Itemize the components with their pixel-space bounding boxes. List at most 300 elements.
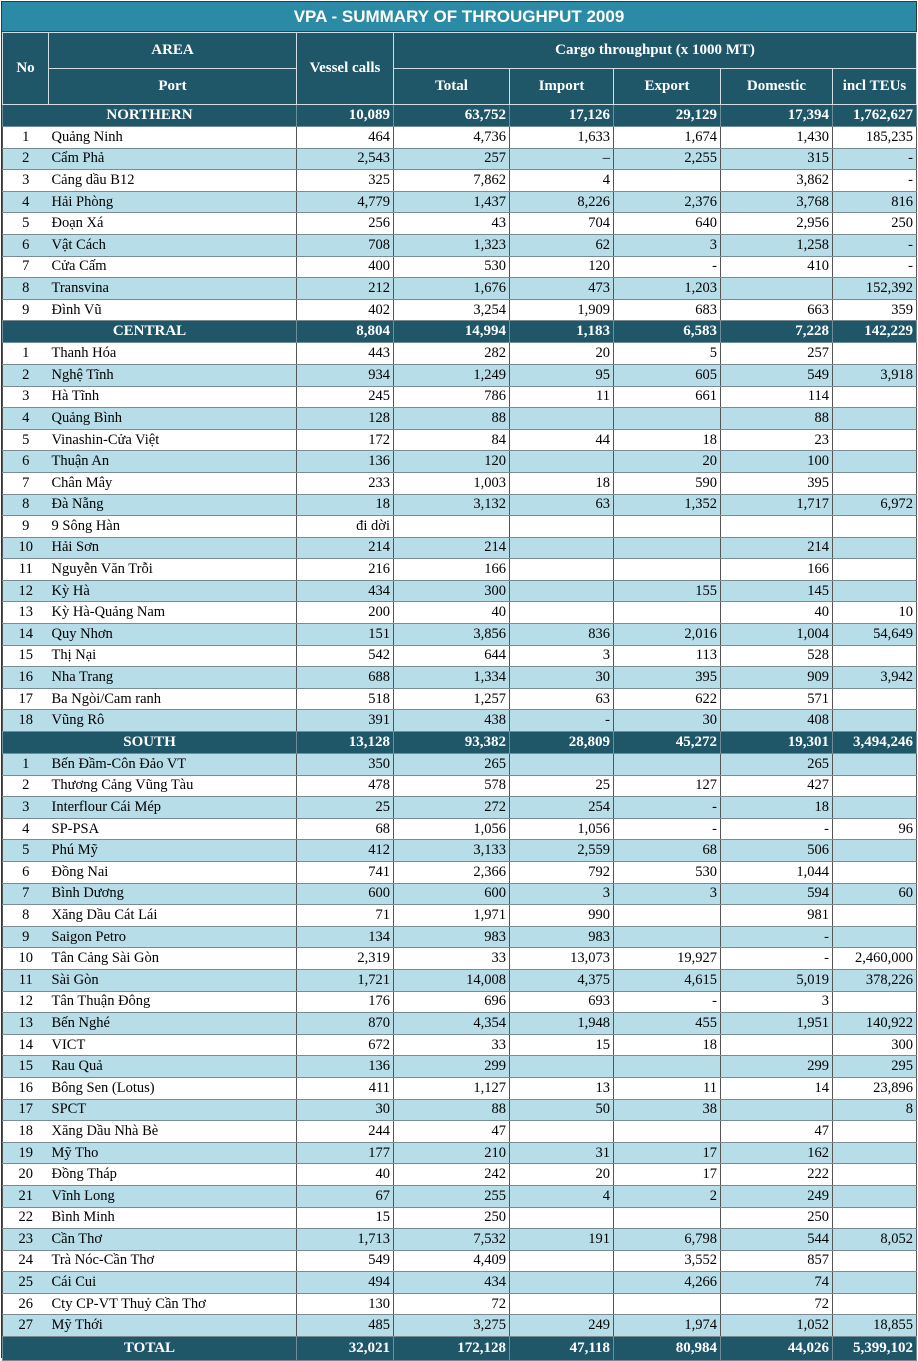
cell-vessel-calls: 233 <box>297 472 394 494</box>
cell-export: 155 <box>614 580 721 602</box>
cell-import: 20 <box>510 1164 614 1186</box>
cell-no: 2 <box>3 775 49 797</box>
cell-domestic: 3,862 <box>721 170 833 192</box>
cell-port: Cái Cui <box>49 1272 297 1294</box>
cell-no: 6 <box>3 234 49 256</box>
cell-total <box>394 516 510 538</box>
region-export: 45,272 <box>614 732 721 754</box>
cell-port: Bông Sen (Lotus) <box>49 1077 297 1099</box>
table-row <box>3 559 917 581</box>
cell-teus: 10 <box>833 602 917 624</box>
cell-export <box>614 602 721 624</box>
cell-export: 2,255 <box>614 148 721 170</box>
cell-import: 191 <box>510 1229 614 1251</box>
cell-domestic: 257 <box>721 343 833 365</box>
cell-no: 1 <box>3 754 49 776</box>
header-area: AREA <box>49 33 297 69</box>
cell-teus: 23,896 <box>833 1077 917 1099</box>
cell-vessel-calls: 128 <box>297 408 394 430</box>
cell-vessel-calls: 2,543 <box>297 148 394 170</box>
cell-export: 127 <box>614 775 721 797</box>
cell-no: 4 <box>3 408 49 430</box>
cell-export: 590 <box>614 472 721 494</box>
cell-teus <box>833 797 917 819</box>
region-row-south <box>3 732 917 754</box>
cell-teus <box>833 905 917 927</box>
cell-import: 62 <box>510 234 614 256</box>
cell-no: 7 <box>3 256 49 278</box>
cell-import: 473 <box>510 278 614 300</box>
cell-import: 3 <box>510 883 614 905</box>
cell-import: 50 <box>510 1099 614 1121</box>
cell-no: 3 <box>3 386 49 408</box>
cell-vessel-calls: 214 <box>297 537 394 559</box>
cell-vessel-calls: 67 <box>297 1185 394 1207</box>
table-row <box>3 364 917 386</box>
cell-import: 836 <box>510 624 614 646</box>
cell-teus: 152,392 <box>833 278 917 300</box>
cell-no: 3 <box>3 170 49 192</box>
header-vessel-calls: Vessel calls <box>297 33 394 105</box>
cell-no: 7 <box>3 883 49 905</box>
cell-port: VICT <box>49 1034 297 1056</box>
table-row <box>3 299 917 321</box>
cell-domestic <box>721 1099 833 1121</box>
cell-import <box>510 1207 614 1229</box>
cell-domestic: 23 <box>721 429 833 451</box>
cell-total: 300 <box>394 580 510 602</box>
table-row <box>3 840 917 862</box>
table-row <box>3 213 917 235</box>
cell-port: Vũng Rô <box>49 710 297 732</box>
region-row-northern <box>3 105 917 127</box>
cell-total: 3,254 <box>394 299 510 321</box>
region-row-central <box>3 321 917 343</box>
cell-domestic: 3 <box>721 991 833 1013</box>
cell-export: 683 <box>614 299 721 321</box>
cell-teus: 8,052 <box>833 1229 917 1251</box>
region-name: SOUTH <box>3 732 297 754</box>
cell-teus: - <box>833 234 917 256</box>
cell-no: 15 <box>3 1056 49 1078</box>
cell-export <box>614 1293 721 1315</box>
cell-port: Tân Thuận Đông <box>49 991 297 1013</box>
table-row <box>3 191 917 213</box>
table-row <box>3 991 917 1013</box>
cell-vessel-calls: 176 <box>297 991 394 1013</box>
cell-export: 4,615 <box>614 969 721 991</box>
cell-export: 4,266 <box>614 1272 721 1294</box>
cell-total: 210 <box>394 1142 510 1164</box>
cell-total: 43 <box>394 213 510 235</box>
cell-vessel-calls: 212 <box>297 278 394 300</box>
cell-vessel-calls: 443 <box>297 343 394 365</box>
cell-port: 9 Sông Hàn <box>49 516 297 538</box>
cell-domestic: 145 <box>721 580 833 602</box>
header-domestic: Domestic <box>721 69 833 105</box>
cell-total: 1,323 <box>394 234 510 256</box>
cell-import: 990 <box>510 905 614 927</box>
cell-no: 4 <box>3 818 49 840</box>
cell-teus <box>833 1121 917 1143</box>
cell-import: 1,633 <box>510 127 614 149</box>
cell-teus <box>833 862 917 884</box>
cell-vessel-calls: 672 <box>297 1034 394 1056</box>
region-domestic: 7,228 <box>721 321 833 343</box>
cell-no: 22 <box>3 1207 49 1229</box>
table-row <box>3 408 917 430</box>
cell-port: Cần Thơ <box>49 1229 297 1251</box>
cell-port: Thuận An <box>49 451 297 473</box>
cell-import: 18 <box>510 472 614 494</box>
cell-port: Mỹ Thới <box>49 1315 297 1337</box>
cell-domestic: 410 <box>721 256 833 278</box>
cell-import: 3 <box>510 645 614 667</box>
table-row <box>3 343 917 365</box>
cell-no: 2 <box>3 364 49 386</box>
cell-import: 4 <box>510 1185 614 1207</box>
cell-import: 44 <box>510 429 614 451</box>
table-row <box>3 667 917 689</box>
cell-port: SPCT <box>49 1099 297 1121</box>
cell-total: 33 <box>394 1034 510 1056</box>
region-vessel-calls: 10,089 <box>297 105 394 127</box>
cell-vessel-calls: 708 <box>297 234 394 256</box>
cell-vessel-calls: 18 <box>297 494 394 516</box>
cell-export <box>614 408 721 430</box>
cell-import <box>510 1293 614 1315</box>
cell-port: Bình Dương <box>49 883 297 905</box>
cell-teus <box>833 429 917 451</box>
table-row <box>3 256 917 278</box>
cell-no: 20 <box>3 1164 49 1186</box>
cell-port: Chân Mây <box>49 472 297 494</box>
table-row <box>3 494 917 516</box>
cell-total: 166 <box>394 559 510 581</box>
cell-import: - <box>510 710 614 732</box>
cell-export <box>614 170 721 192</box>
table-row <box>3 1207 917 1229</box>
cell-total: 4,354 <box>394 1013 510 1035</box>
cell-vessel-calls: đi dời <box>297 516 394 538</box>
cell-vessel-calls: 325 <box>297 170 394 192</box>
cell-domestic: 427 <box>721 775 833 797</box>
cell-teus <box>833 343 917 365</box>
cell-port: Vinashin-Cửa Việt <box>49 429 297 451</box>
cell-total: 3,133 <box>394 840 510 862</box>
table-row <box>3 278 917 300</box>
cell-export <box>614 926 721 948</box>
cell-teus <box>833 408 917 430</box>
table-row <box>3 1315 917 1337</box>
region-import: 17,126 <box>510 105 614 127</box>
cell-port: Tân Cảng Sài Gòn <box>49 948 297 970</box>
table-row <box>3 1164 917 1186</box>
cell-total: 1,249 <box>394 364 510 386</box>
cell-teus: 6,972 <box>833 494 917 516</box>
cell-teus <box>833 1207 917 1229</box>
cell-port: Phú Mỹ <box>49 840 297 862</box>
table-row <box>3 429 917 451</box>
cell-export: 5 <box>614 343 721 365</box>
cell-no: 10 <box>3 948 49 970</box>
cell-export: 3,552 <box>614 1250 721 1272</box>
region-total: 93,382 <box>394 732 510 754</box>
table-row <box>3 1013 917 1035</box>
cell-export: 455 <box>614 1013 721 1035</box>
cell-port: Cửa Cấm <box>49 256 297 278</box>
cell-no: 1 <box>3 343 49 365</box>
cell-no: 10 <box>3 537 49 559</box>
cell-domestic <box>721 1034 833 1056</box>
cell-export: - <box>614 256 721 278</box>
cell-export: 2,016 <box>614 624 721 646</box>
cell-no: 17 <box>3 688 49 710</box>
cell-domestic: 1,004 <box>721 624 833 646</box>
cell-teus <box>833 472 917 494</box>
cell-total: 88 <box>394 1099 510 1121</box>
cell-total: 2,366 <box>394 862 510 884</box>
cell-teus: 185,235 <box>833 127 917 149</box>
region-teus: 1,762,627 <box>833 105 917 127</box>
cell-total: 530 <box>394 256 510 278</box>
cell-port: SP-PSA <box>49 818 297 840</box>
cell-total: 88 <box>394 408 510 430</box>
cell-vessel-calls: 464 <box>297 127 394 149</box>
cell-port: Nguyễn Văn Trỗi <box>49 559 297 581</box>
cell-domestic: 47 <box>721 1121 833 1143</box>
cell-port: Thương Cảng Vũng Tàu <box>49 775 297 797</box>
cell-domestic: 857 <box>721 1250 833 1272</box>
cell-total: 1,257 <box>394 688 510 710</box>
cell-domestic: 1,430 <box>721 127 833 149</box>
cell-vessel-calls: 400 <box>297 256 394 278</box>
cell-total: 1,003 <box>394 472 510 494</box>
throughput-table <box>2 32 917 1361</box>
table-row <box>3 775 917 797</box>
cell-domestic: 18 <box>721 797 833 819</box>
cell-no: 26 <box>3 1293 49 1315</box>
cell-teus: 295 <box>833 1056 917 1078</box>
cell-no: 4 <box>3 191 49 213</box>
cell-import <box>510 537 614 559</box>
cell-teus <box>833 754 917 776</box>
total-import: 47,118 <box>510 1337 614 1361</box>
cell-import: 1,948 <box>510 1013 614 1035</box>
cell-import: 254 <box>510 797 614 819</box>
cell-vessel-calls: 15 <box>297 1207 394 1229</box>
cell-domestic: 594 <box>721 883 833 905</box>
cell-domestic: 250 <box>721 1207 833 1229</box>
cell-total: 4,409 <box>394 1250 510 1272</box>
table-row <box>3 926 917 948</box>
cell-port: Hải Phòng <box>49 191 297 213</box>
cell-domestic: 1,258 <box>721 234 833 256</box>
cell-domestic: - <box>721 926 833 948</box>
cell-vessel-calls: 494 <box>297 1272 394 1294</box>
table-row <box>3 1272 917 1294</box>
cell-import <box>510 1272 614 1294</box>
cell-domestic <box>721 516 833 538</box>
cell-total: 257 <box>394 148 510 170</box>
cell-import: 4,375 <box>510 969 614 991</box>
cell-vessel-calls: 1,721 <box>297 969 394 991</box>
cell-domestic: 74 <box>721 1272 833 1294</box>
cell-teus: 2,460,000 <box>833 948 917 970</box>
cell-vessel-calls: 741 <box>297 862 394 884</box>
cell-no: 12 <box>3 991 49 1013</box>
cell-teus <box>833 386 917 408</box>
table-row <box>3 451 917 473</box>
cell-export: 661 <box>614 386 721 408</box>
cell-vessel-calls: 244 <box>297 1121 394 1143</box>
table-row <box>3 1121 917 1143</box>
cell-export <box>614 1121 721 1143</box>
cell-vessel-calls: 136 <box>297 1056 394 1078</box>
cell-export: 3 <box>614 883 721 905</box>
cell-vessel-calls: 177 <box>297 1142 394 1164</box>
cell-import: 1,056 <box>510 818 614 840</box>
cell-export: 38 <box>614 1099 721 1121</box>
cell-vessel-calls: 71 <box>297 905 394 927</box>
region-domestic: 19,301 <box>721 732 833 754</box>
region-export: 29,129 <box>614 105 721 127</box>
cell-no: 8 <box>3 278 49 300</box>
cell-total: 14,008 <box>394 969 510 991</box>
cell-port: Quảng Ninh <box>49 127 297 149</box>
cell-total: 1,127 <box>394 1077 510 1099</box>
table-row <box>3 1250 917 1272</box>
cell-domestic: 315 <box>721 148 833 170</box>
cell-export: 68 <box>614 840 721 862</box>
cell-domestic: 1,052 <box>721 1315 833 1337</box>
cell-port: Đình Vũ <box>49 299 297 321</box>
region-import: 28,809 <box>510 732 614 754</box>
total-domestic: 44,026 <box>721 1337 833 1361</box>
total-teus: 5,399,102 <box>833 1337 917 1361</box>
cell-total: 1,971 <box>394 905 510 927</box>
cell-export: 6,798 <box>614 1229 721 1251</box>
cell-import: 1,909 <box>510 299 614 321</box>
cell-port: Sài Gòn <box>49 969 297 991</box>
total-export: 80,984 <box>614 1337 721 1361</box>
table-row <box>3 969 917 991</box>
cell-total: 214 <box>394 537 510 559</box>
cell-domestic: - <box>721 948 833 970</box>
cell-port: Bến Đầm-Côn Đảo VT <box>49 754 297 776</box>
cell-domestic: - <box>721 818 833 840</box>
cell-teus <box>833 580 917 602</box>
cell-export: 113 <box>614 645 721 667</box>
cell-port: Trà Nóc-Cần Thơ <box>49 1250 297 1272</box>
cell-total: 434 <box>394 1272 510 1294</box>
cell-total: 40 <box>394 602 510 624</box>
cell-port: Quy Nhơn <box>49 624 297 646</box>
cell-teus: 18,855 <box>833 1315 917 1337</box>
cell-no: 21 <box>3 1185 49 1207</box>
cell-no: 14 <box>3 624 49 646</box>
cell-vessel-calls: 391 <box>297 710 394 732</box>
table-row <box>3 1099 917 1121</box>
cell-import: 63 <box>510 688 614 710</box>
cell-domestic: 299 <box>721 1056 833 1078</box>
cell-no: 25 <box>3 1272 49 1294</box>
cell-no: 6 <box>3 862 49 884</box>
cell-teus: 96 <box>833 818 917 840</box>
cell-no: 16 <box>3 1077 49 1099</box>
table-row <box>3 234 917 256</box>
cell-port: Xăng Dầu Cát Lái <box>49 905 297 927</box>
cell-vessel-calls: 130 <box>297 1293 394 1315</box>
cell-vessel-calls: 2,319 <box>297 948 394 970</box>
cell-export: 605 <box>614 364 721 386</box>
cell-no: 11 <box>3 969 49 991</box>
table-row <box>3 580 917 602</box>
cell-vessel-calls: 30 <box>297 1099 394 1121</box>
cell-domestic: 265 <box>721 754 833 776</box>
cell-domestic: 40 <box>721 602 833 624</box>
total-row <box>3 1337 917 1361</box>
cell-teus: - <box>833 256 917 278</box>
cell-teus <box>833 451 917 473</box>
cell-domestic: 100 <box>721 451 833 473</box>
cell-no: 8 <box>3 905 49 927</box>
cell-export <box>614 754 721 776</box>
cell-import: 13 <box>510 1077 614 1099</box>
cell-port: Xăng Dầu Nhà Bè <box>49 1121 297 1143</box>
cell-teus <box>833 1293 917 1315</box>
cell-teus: 3,942 <box>833 667 917 689</box>
cell-port: Nha Trang <box>49 667 297 689</box>
cell-vessel-calls: 934 <box>297 364 394 386</box>
cell-port: Saigon Petro <box>49 926 297 948</box>
cell-total: 7,532 <box>394 1229 510 1251</box>
cell-import <box>510 580 614 602</box>
cell-export: 11 <box>614 1077 721 1099</box>
cell-domestic: 981 <box>721 905 833 927</box>
cell-port: Vĩnh Long <box>49 1185 297 1207</box>
cell-teus: 300 <box>833 1034 917 1056</box>
cell-vessel-calls: 688 <box>297 667 394 689</box>
cell-port: Ba Ngòi/Cam ranh <box>49 688 297 710</box>
cell-teus <box>833 645 917 667</box>
cell-domestic: 549 <box>721 364 833 386</box>
table-row <box>3 472 917 494</box>
cell-vessel-calls: 518 <box>297 688 394 710</box>
table-row <box>3 797 917 819</box>
cell-export <box>614 516 721 538</box>
cell-domestic: 544 <box>721 1229 833 1251</box>
cell-teus <box>833 1142 917 1164</box>
cell-no: 3 <box>3 797 49 819</box>
cell-port: Thị Nại <box>49 645 297 667</box>
cell-vessel-calls: 485 <box>297 1315 394 1337</box>
cell-import <box>510 1250 614 1272</box>
cell-no: 1 <box>3 127 49 149</box>
cell-total: 3,856 <box>394 624 510 646</box>
cell-total: 299 <box>394 1056 510 1078</box>
header-port: Port <box>49 69 297 105</box>
cell-export: 19,927 <box>614 948 721 970</box>
cell-import: 31 <box>510 1142 614 1164</box>
region-total: 14,994 <box>394 321 510 343</box>
cell-export: 530 <box>614 862 721 884</box>
cell-vessel-calls: 4,779 <box>297 191 394 213</box>
cell-export: 2 <box>614 1185 721 1207</box>
cell-export: - <box>614 797 721 819</box>
cell-port: Đồng Tháp <box>49 1164 297 1186</box>
cell-import <box>510 559 614 581</box>
